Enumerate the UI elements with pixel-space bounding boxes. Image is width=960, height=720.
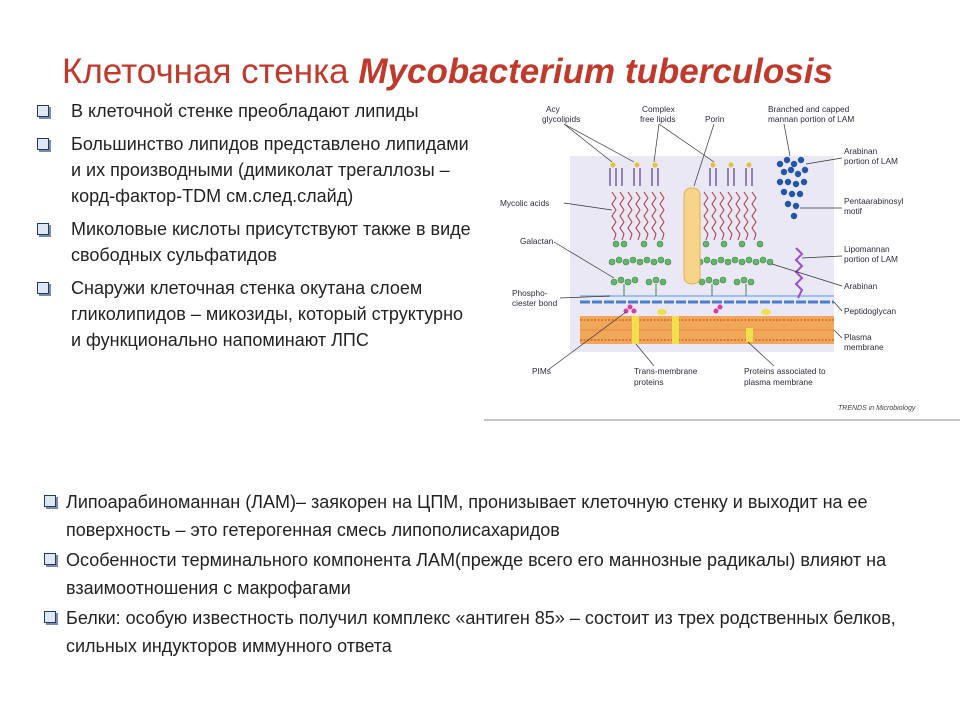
list-item [37, 131, 477, 209]
transmembrane-protein [632, 316, 639, 344]
list-item-text: В клеточной стенке преобладают липиды [71, 101, 419, 121]
list-item-text: Особенности терминального компонента ЛАМ(прежде всего его маннозные радикалы) влияют на взаимоотношения с макрофагами [66, 550, 887, 598]
label-arabinan-lam-2: portion of LAM [844, 156, 898, 166]
plasma-membrane [580, 316, 834, 344]
square-bullet-icon [37, 223, 49, 235]
square-bullet-icon [37, 282, 49, 294]
list-item [37, 98, 477, 124]
label-plasma-membrane-2: membrane [844, 342, 884, 352]
label-acyl-glycolipids: Acy [546, 104, 560, 114]
label-galactan: Galactan [520, 236, 554, 246]
transmembrane-protein [672, 316, 679, 344]
label-complex-free-lipids: Complex [642, 104, 675, 114]
label-proteins-associated: Proteins associated to [744, 366, 826, 376]
list-item [44, 546, 924, 602]
square-bullet-icon [37, 138, 49, 150]
list-item-text: Белки: особую известность получил комплекс «антиген 85» – состоит из трех родственных белков, сильных индукторов иммунного ответа [66, 608, 896, 656]
title-species: Mycobacterium tuberculosis [358, 52, 833, 91]
label-branched-capped-2: mannan portion of LAM [768, 114, 855, 124]
membrane-protein [657, 309, 667, 315]
label-arabinan-lam: Arabinan [844, 146, 878, 156]
label-plasma-membrane: Plasma [844, 332, 872, 342]
title-plain: Клеточная стенка [62, 52, 359, 91]
label-acyl-glycolipids-2: glycolipids [542, 114, 581, 124]
label-phospho: Phospho- [512, 288, 548, 298]
label-phospho-2: ciester bond [512, 298, 558, 308]
label-pentaarabinosyl-2: motif [844, 206, 862, 216]
label-proteins-associated-2: plasma membrane [744, 377, 813, 387]
bottom-bullet-list [44, 488, 924, 662]
left-bullet-list [37, 98, 477, 360]
list-item [44, 488, 924, 544]
label-mycolic-acids: Mycolic acids [500, 198, 550, 208]
list-item [37, 216, 477, 268]
label-lipomannan-2: portion of LAM [844, 254, 898, 264]
list-item-text: Снаружи клеточная стенка окутана слоем гликолипидов – микозиды, который структурно и функционально напоминают ЛПС [71, 278, 464, 350]
label-complex-free-lipids-2: free lipids [640, 114, 676, 124]
membrane-protein [746, 328, 753, 342]
page-title [62, 52, 833, 92]
label-porin: Porin [705, 114, 725, 124]
label-pentaarabinosyl: Pentaarabinosyl [844, 196, 904, 206]
porin [684, 188, 700, 284]
square-bullet-icon [37, 105, 49, 117]
cell-wall-diagram [484, 98, 960, 422]
membrane-protein [761, 309, 771, 315]
list-item-text: Большинство липидов представлено липидами и их производными (димиколат трегаллозы – корд-фактор-TDM см.след.слайд) [71, 134, 469, 206]
image-credit: TRENDS in Microbiology [838, 405, 916, 412]
square-bullet-icon [44, 553, 56, 565]
label-lipomannan: Lipomannan [844, 244, 890, 254]
label-transmembrane-2: proteins [634, 377, 664, 387]
label-arabinan: Arabinan [844, 281, 878, 291]
list-item-text: Миколовые кислоты присутствуют также в виде свободных сульфатидов [71, 219, 471, 265]
square-bullet-icon [44, 495, 56, 507]
list-item [44, 604, 924, 660]
list-item [37, 275, 477, 353]
label-branched-capped: Branched and capped [768, 104, 850, 114]
square-bullet-icon [44, 611, 56, 623]
list-item-text: Липоарабиноманнан (ЛАМ)– заякорен на ЦПМ, пронизывает клеточную стенку и выходит на ее поверхность – это гетерогенная смесь липополисахаридов [66, 492, 868, 540]
label-transmembrane: Trans-membrane [634, 366, 698, 376]
label-pims: PIMs [532, 366, 551, 376]
label-peptidoglycan: Peptidoglycan [844, 306, 897, 316]
